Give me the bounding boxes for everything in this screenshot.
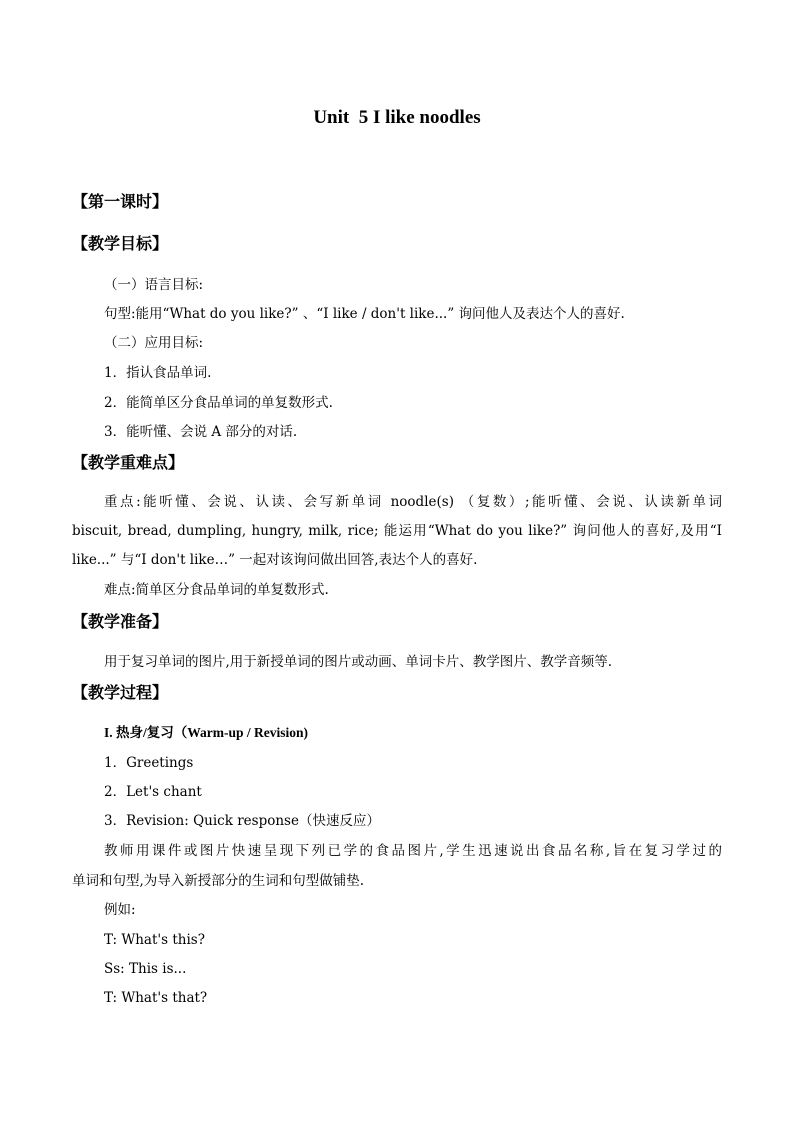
process-item-2: 2．Let's chant bbox=[104, 784, 202, 800]
example-label: 例如: bbox=[104, 902, 136, 918]
goal-item-2: 2．能简单区分食品单词的单复数形式. bbox=[104, 395, 333, 411]
section-heading-preparation: 【教学准备】 bbox=[72, 612, 169, 631]
sentence-pattern-goal: 句型:能用“What do you like?” 、“I like / don't like...” 询问他人及表达个人的喜好. bbox=[104, 306, 625, 322]
key-point-line-3: like...” 与“I don't like…” 一起对该询问做出回答,表达个人的喜好. bbox=[72, 552, 478, 568]
goal-item-1: 1．指认食品单词. bbox=[104, 365, 212, 381]
key-point-line-1: 重点:能听懂、会说、认读、会写新单词 noodle(s) （复数）;能听懂、会说、认读新单词 bbox=[104, 494, 722, 510]
key-point-line-2: biscuit, bread, dumpling, hungry, milk, rice; 能运用“What do you like?” 询问他人的喜好,及用“I bbox=[72, 523, 722, 539]
section-heading-key-points: 【教学重难点】 bbox=[72, 453, 185, 472]
section-heading-process: 【教学过程】 bbox=[72, 683, 169, 702]
language-goal-heading: （一）语言目标: bbox=[104, 277, 204, 293]
warmup-step-heading: I. 热身/复习（Warm-up / Revision) bbox=[104, 725, 309, 740]
dialogue-line-2: Ss: This is... bbox=[104, 961, 187, 977]
process-paragraph-line-1: 教师用课件或图片快速呈现下列已学的食品图片,学生迅速说出食品名称,旨在复习学过的 bbox=[104, 843, 722, 859]
goal-item-3: 3．能听懂、会说 A 部分的对话. bbox=[104, 424, 298, 440]
process-item-1: 1．Greetings bbox=[104, 755, 194, 771]
document-title: Unit 5 I like noodles bbox=[313, 107, 481, 128]
process-paragraph-line-2: 单词和句型,为导入新授部分的生词和句型做铺垫. bbox=[72, 873, 365, 889]
application-goal-heading: （二）应用目标: bbox=[104, 335, 204, 351]
dialogue-line-1: T: What's this? bbox=[104, 932, 205, 948]
process-item-3: 3．Revision: Quick response（快速反应） bbox=[104, 813, 380, 829]
difficulty-point: 难点:简单区分食品单词的单复数形式. bbox=[104, 582, 329, 598]
section-heading-lesson: 【第一课时】 bbox=[72, 192, 169, 211]
preparation-text: 用于复习单词的图片,用于新授单词的图片或动画、单词卡片、教学图片、教学音频等. bbox=[104, 654, 613, 670]
section-heading-goals: 【教学目标】 bbox=[72, 234, 169, 253]
dialogue-line-3: T: What's that? bbox=[104, 990, 208, 1006]
